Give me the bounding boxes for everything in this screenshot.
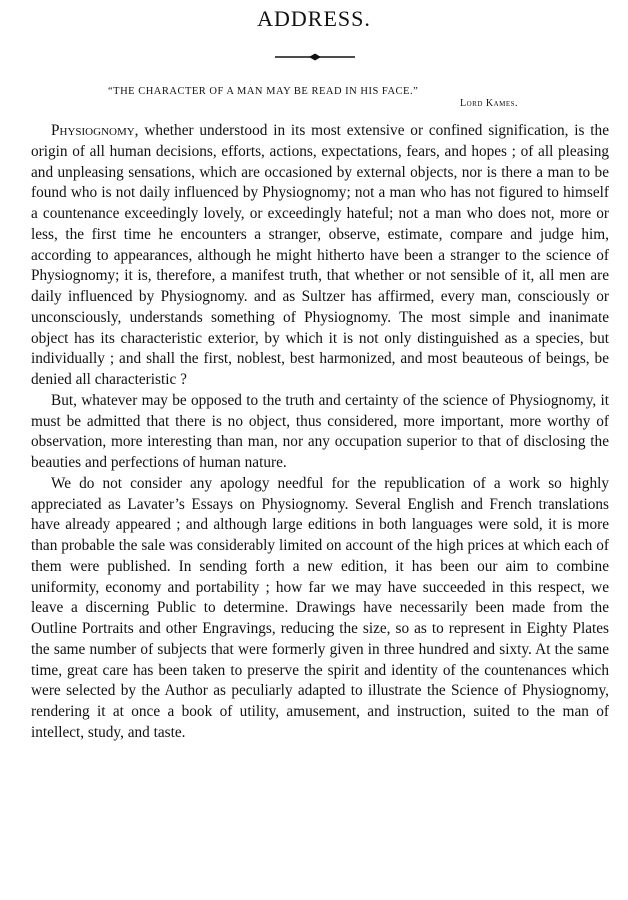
paragraph-lead-word: Physiognomy,: [51, 122, 139, 139]
page-title: ADDRESS.: [257, 6, 371, 31]
ornament-divider: [275, 53, 355, 61]
paragraph-3: [31, 474, 609, 744]
epigraph-quote: “THE CHARACTER OF A MAN MAY BE READ IN HIS FACE.”: [108, 86, 419, 97]
paragraph-text: whether understood in its most extensive or confined signification, is the origin of all human decisions, efforts, actions, expectations, fears, and hopes ; of all pleasing and unpleasing sensations, which are occasioned by external objects, nor is there a man to be found who is not daily influenced by Physiognomy; not a man who has not figured to himself a countenance exceedingly lovely, or exceedingly hateful; not a man who does not, more or less, the first time he encounters a stranger, observe, estimate, compare and judge him, according to appearances, although he might hitherto have been a stranger to the science of Physiognomy; it is, therefore, a manifest truth, that whether or not sensible of it, all men are daily influenced by Physiognomy. and as Sultzer has affirmed, every man, consciously or unconsciously, understands something of Physiognomy. The most simple and inanimate object has its characteristic exterior, by which it is not only distinguished as a species, but individually ; and shall the first, noblest, best harmonized, and most beauteous of beings, be denied all characteristic ?: [31, 122, 609, 388]
body-text: [31, 121, 609, 744]
paragraph-2: [31, 391, 609, 474]
paragraph-text: We do not consider any apology needful for the republication of a work so highly appreciated as Lavater’s Essays on Physiognomy. Several English and French translations have already appeared ; and although large editions in both languages were sold, it is more than probable the sale was considerably limited on account of the high prices at which each of them were published. In sending forth a new edition, it has been our aim to combine uniformity, economy and portability ; how far we may have succeeded in this respect, we leave a discerning Public to determine. Drawings have necessarily been made from the Outline Portraits and other Engravings, reducing the size, so as to represent in Eighty Plates the same number of subjects that were formerly given in three hundred and sixty. At the same time, great care has been taken to preserve the spirit and identity of the countenances which were selected by the Author as peculiarly adapted to illustrate the Science of Physiognomy, rendering it at once a book of utility, amusement, and instruction, suited to the man of intellect, study, and taste.: [31, 474, 609, 741]
paragraph-text: But, whatever may be opposed to the truth and certainty of the science of Physiognomy, it must be admitted that there is no object, thus considered, more important, more worthy of observation, more interesting than man, nor any occupation superior to that of disclosing the beauties and perfections of human nature.: [31, 391, 609, 471]
paragraph-1: [31, 121, 609, 391]
epigraph-attribution: Lord Kames.: [460, 98, 519, 109]
